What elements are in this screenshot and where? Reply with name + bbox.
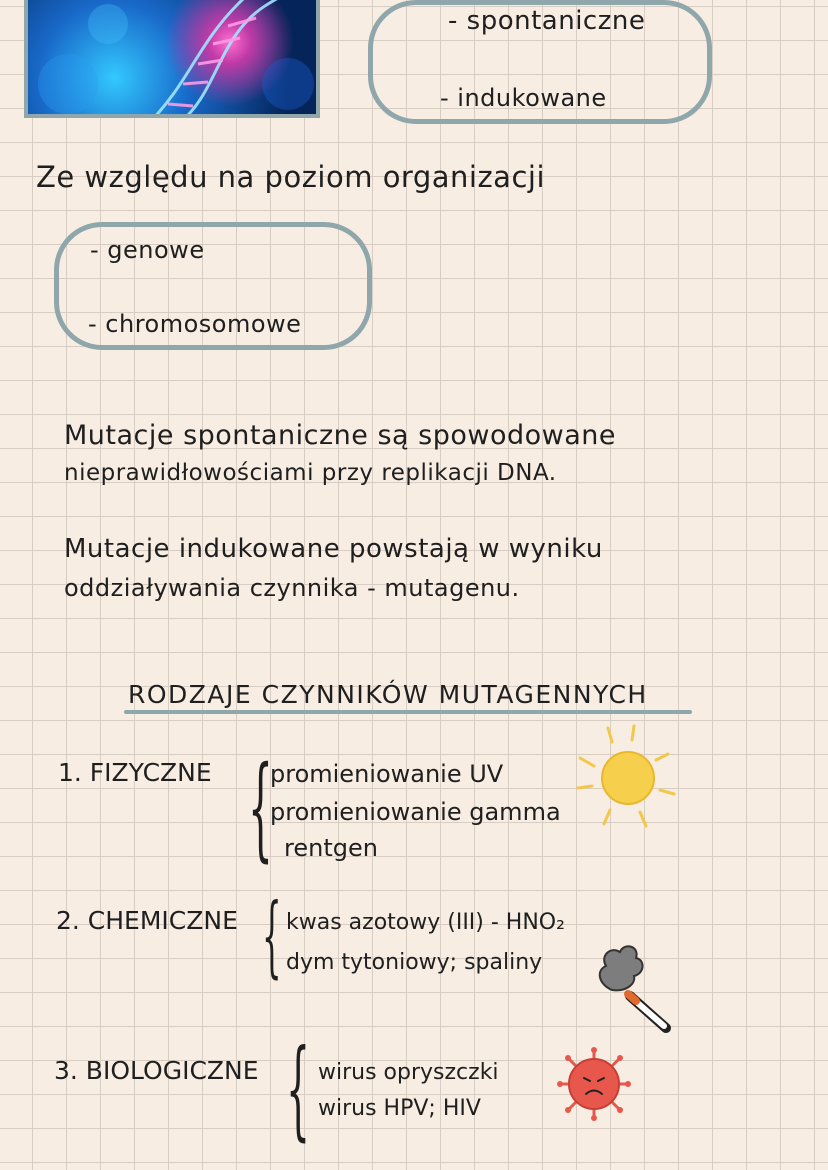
virus-icon [556, 1046, 632, 1122]
biological-item-herpes: wirus opryszczki [318, 1060, 499, 1085]
biological-item-hpv-hiv: wirus HPV; HIV [318, 1096, 481, 1121]
biological-label: 3. BIOLOGICZNE [54, 1056, 259, 1085]
physical-item-xray: rentgen [284, 834, 378, 862]
origin-item-induced: - indukowane [440, 84, 607, 112]
chemical-brace: { [262, 884, 282, 987]
dna-helix-icon [28, 0, 320, 118]
note-spontaneous-line1: Mutacje spontaniczne są spowodowane [64, 420, 617, 451]
mutagen-types-heading: RODZAJE CZYNNIKÓW MUTAGENNYCH [128, 680, 648, 709]
physical-item-gamma: promieniowanie gamma [270, 798, 561, 826]
chemical-item-smoke: dym tytoniowy; spaliny [286, 950, 543, 975]
physical-item-uv: promieniowanie UV [270, 760, 504, 788]
cigarette-smoke-icon [590, 940, 674, 1036]
physical-brace: { [248, 743, 273, 873]
dna-image [24, 0, 320, 118]
note-induced-line1: Mutacje indukowane powstają w wyniku [64, 534, 603, 564]
organization-title: Ze względu na poziom organizacji [36, 160, 546, 194]
level-item-chromosome: - chromosomowe [88, 310, 302, 338]
note-induced-line2: oddziaływania czynnika - mutagenu. [64, 574, 520, 602]
sun-icon [574, 722, 684, 832]
level-item-gene: - genowe [90, 236, 205, 264]
biological-brace: { [286, 1027, 311, 1152]
heading-underline [124, 710, 692, 714]
chemical-item-nitrous-acid: kwas azotowy (III) - HNO₂ [286, 910, 565, 935]
physical-label: 1. FIZYCZNE [58, 758, 212, 787]
chemical-label: 2. CHEMICZNE [56, 906, 238, 935]
origin-item-spontaneous: - spontaniczne [448, 6, 646, 36]
note-spontaneous-line2: nieprawidłowościami przy replikacji DNA. [64, 460, 557, 486]
